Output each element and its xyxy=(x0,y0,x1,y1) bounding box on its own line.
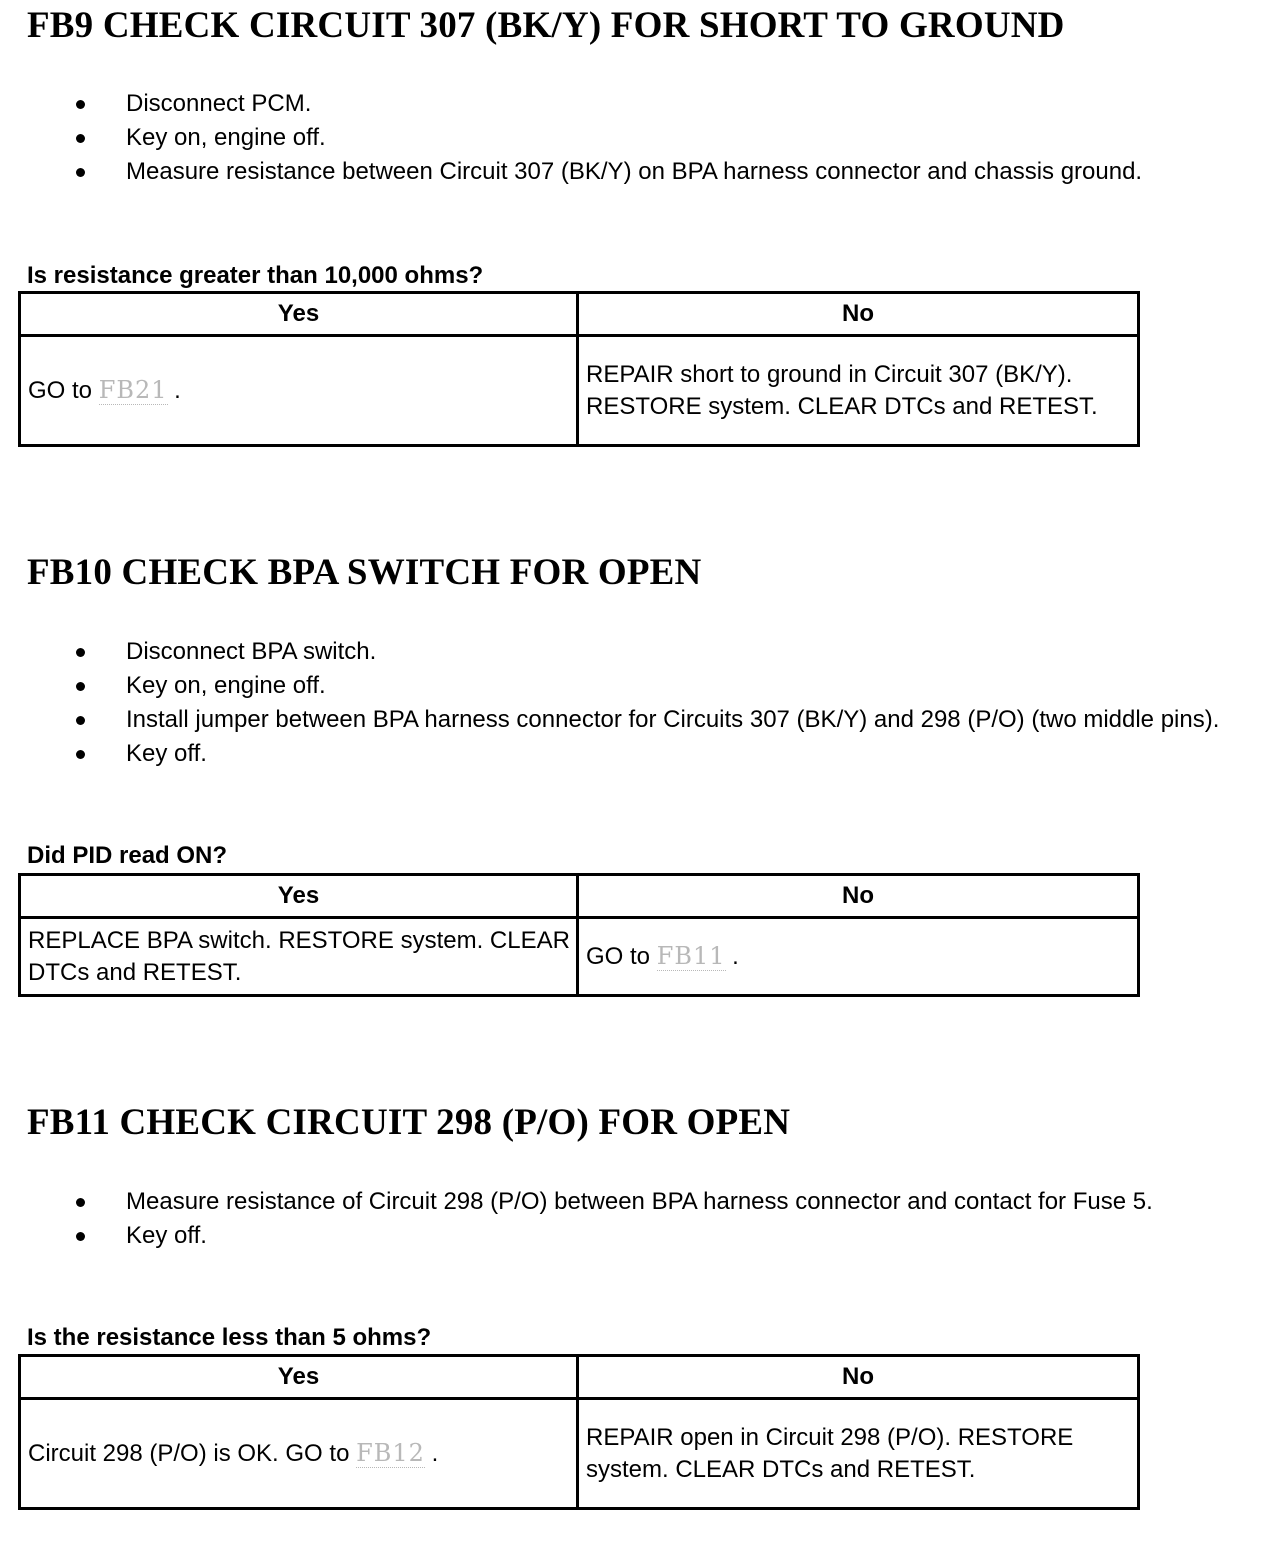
step-item xyxy=(0,670,1264,702)
decision-table xyxy=(18,1354,1140,1510)
yes-header: Yes xyxy=(20,293,578,336)
bullet-icon xyxy=(76,168,85,177)
question: Is the resistance less than 5 ohms? xyxy=(27,1324,432,1351)
table-header-row xyxy=(20,293,1139,336)
step-text: Key off. xyxy=(126,740,207,767)
yes-cell-suffix: . xyxy=(424,1440,439,1467)
step-text: Install jumper between BPA harness connector for Circuits 307 (BK/Y) and 298 (P/O) (two middle pins). xyxy=(126,706,1220,733)
table-row xyxy=(20,1399,1139,1509)
step-item xyxy=(0,156,1264,188)
bullet-icon xyxy=(76,716,85,725)
link-fb11[interactable]: FB11 xyxy=(656,942,726,970)
step-text: Measure resistance between Circuit 307 (BK/Y) on BPA harness connector and chassis ground. xyxy=(126,158,1143,185)
no-cell: REPAIR short to ground in Circuit 307 (BK/Y). RESTORE system. CLEAR DTCs and RETEST. xyxy=(578,336,1139,446)
section-heading: FB10 CHECK BPA SWITCH FOR OPEN xyxy=(27,552,702,593)
step-list xyxy=(0,636,1264,772)
yes-cell-prefix: GO to xyxy=(28,377,99,404)
decision-table xyxy=(18,291,1140,447)
section-heading: FB9 CHECK CIRCUIT 307 (BK/Y) FOR SHORT TO GROUND xyxy=(27,5,1065,46)
step-text: Disconnect PCM. xyxy=(126,90,312,117)
question: Is resistance greater than 10,000 ohms? xyxy=(27,262,484,289)
step-list xyxy=(0,88,1264,190)
bullet-icon xyxy=(76,1198,85,1207)
step-item xyxy=(0,704,1264,736)
yes-cell-prefix: Circuit 298 (P/O) is OK. GO to xyxy=(28,1440,357,1467)
step-item xyxy=(0,1220,1264,1252)
bullet-icon xyxy=(76,750,85,759)
table-header-row xyxy=(20,875,1139,918)
no-cell xyxy=(578,918,1139,996)
table-row xyxy=(20,918,1139,996)
yes-header: Yes xyxy=(20,1356,578,1399)
section-heading: FB11 CHECK CIRCUIT 298 (P/O) FOR OPEN xyxy=(27,1102,791,1143)
no-cell-prefix: GO to xyxy=(586,943,657,970)
bullet-icon xyxy=(76,134,85,143)
bullet-icon xyxy=(76,648,85,657)
yes-cell xyxy=(20,1399,578,1509)
yes-cell: REPLACE BPA switch. RESTORE system. CLEAR DTCs and RETEST. xyxy=(20,918,578,996)
no-header: No xyxy=(578,875,1139,918)
step-item xyxy=(0,88,1264,120)
step-text: Measure resistance of Circuit 298 (P/O) between BPA harness connector and contact for Fuse 5. xyxy=(126,1188,1153,1215)
bullet-icon xyxy=(76,682,85,691)
table-header-row xyxy=(20,1356,1139,1399)
step-text: Key on, engine off. xyxy=(126,672,326,699)
no-cell-suffix: . xyxy=(725,943,739,970)
step-item xyxy=(0,636,1264,668)
no-header: No xyxy=(578,1356,1139,1399)
step-item xyxy=(0,122,1264,154)
yes-cell-suffix: . xyxy=(167,377,181,404)
question: Did PID read ON? xyxy=(27,842,228,869)
bullet-icon xyxy=(76,1232,85,1241)
step-list xyxy=(0,1186,1264,1254)
yes-cell xyxy=(20,336,578,446)
step-item xyxy=(0,738,1264,770)
no-header: No xyxy=(578,293,1139,336)
table-row xyxy=(20,336,1139,446)
step-text: Key off. xyxy=(126,1222,207,1249)
no-cell: REPAIR open in Circuit 298 (P/O). RESTORE system. CLEAR DTCs and RETEST. xyxy=(578,1399,1139,1509)
yes-header: Yes xyxy=(20,875,578,918)
step-text: Key on, engine off. xyxy=(126,124,326,151)
step-item xyxy=(0,1186,1264,1218)
link-fb21[interactable]: FB21 xyxy=(98,376,168,404)
bullet-icon xyxy=(76,100,85,109)
link-fb12[interactable]: FB12 xyxy=(356,1439,425,1467)
step-text: Disconnect BPA switch. xyxy=(126,638,377,665)
decision-table xyxy=(18,873,1140,997)
